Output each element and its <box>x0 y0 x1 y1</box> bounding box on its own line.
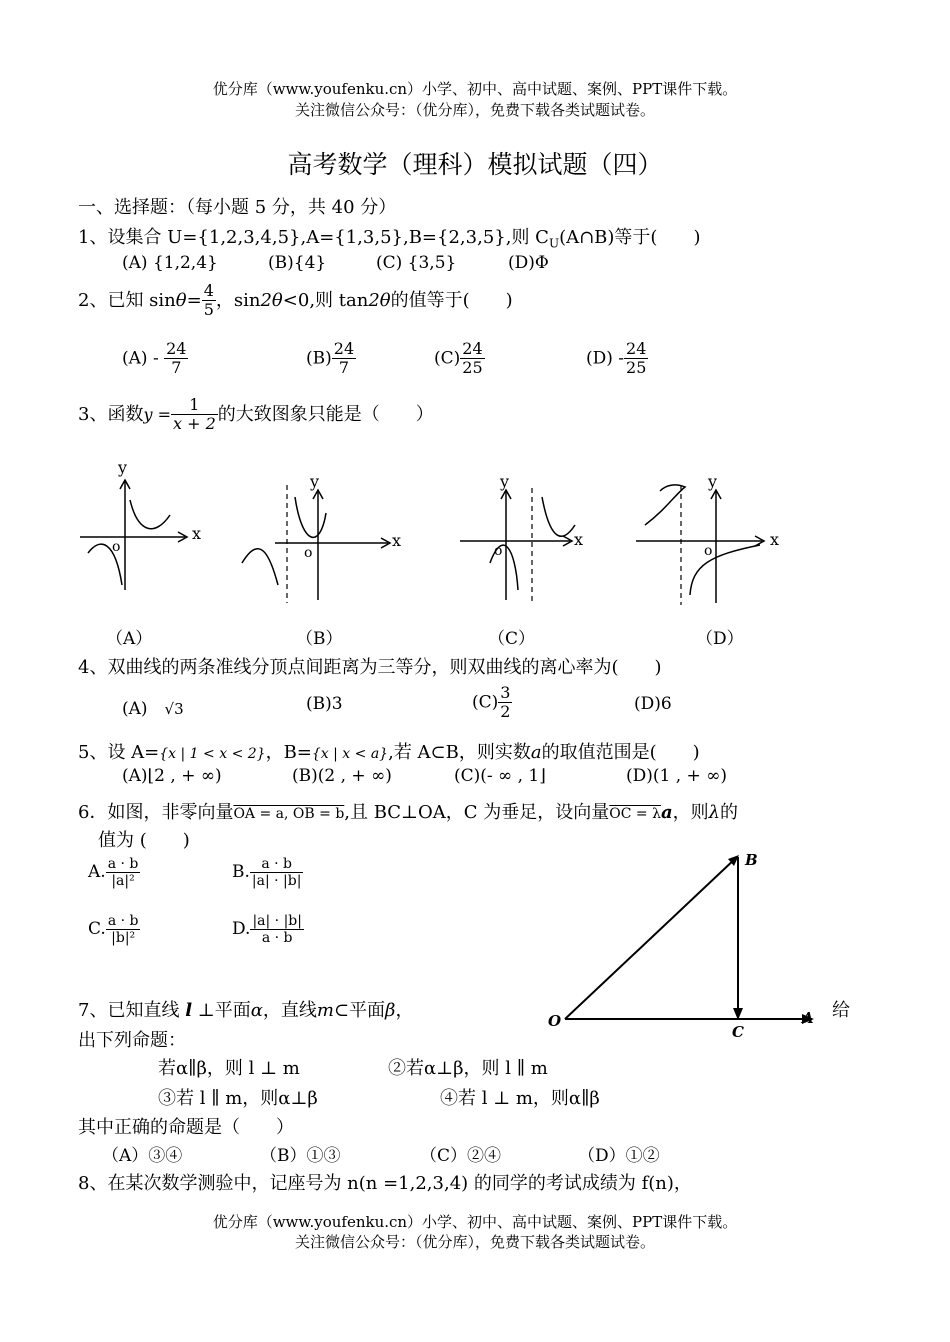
q3-label-a: （A） <box>106 629 153 649</box>
graph-d <box>636 472 779 605</box>
graph-d-y-label: y <box>708 472 718 491</box>
q7-proposition-4: ④若 l ⊥ m，则α∥β <box>440 1088 600 1109</box>
q7-option-b: （B）①③ <box>260 1146 341 1166</box>
q7-option-c: （C）②④ <box>420 1146 502 1166</box>
q7-option-a: （A）③④ <box>102 1146 183 1166</box>
graph-a <box>80 458 201 590</box>
graph-c-origin: o <box>494 543 503 559</box>
graph-a-origin: o <box>112 539 121 555</box>
graph-b-x-label: x <box>392 531 402 550</box>
q3-graphs <box>70 455 800 615</box>
q3-label-c: （C） <box>488 629 536 649</box>
graph-b-y-label: y <box>310 472 320 491</box>
q5-option-b: (B)(2 , + ∞) <box>292 766 392 786</box>
question-6: 6．如图，非零向量OA = a, OB = b,且 BC⊥OA，C 为垂足，设向量OC = λa，则λ的 <box>78 802 739 823</box>
q6-vector-figure <box>540 845 830 1045</box>
q7-option-d: （D）①② <box>578 1146 660 1166</box>
q4-option-b: (B)3 <box>306 694 343 714</box>
graph-c-x-label: x <box>574 530 584 549</box>
q1-option-b: (B){4} <box>268 253 327 273</box>
graph-a-y-label: y <box>118 458 128 477</box>
q6-option-a: A. $\frac{a \cdot b}{\text{|a|²}}$ <box>88 856 139 890</box>
graph-c <box>460 472 583 603</box>
q7-proposition-1: 若α∥β，则 l ⊥ m <box>158 1058 300 1079</box>
graph-c-y-label: y <box>500 472 510 491</box>
question-7-give: 给 <box>832 1000 850 1021</box>
question-6-line-2: 值为 ( ) <box>98 830 190 851</box>
graph-d-origin: o <box>704 543 713 559</box>
header-line-2: 关注微信公众号：（优分库），免费下载各类试题试卷。 <box>294 101 655 119</box>
point-b-label: B <box>745 851 758 869</box>
question-7-line-2: 出下列命题： <box>78 1030 186 1051</box>
graph-a-x-label: x <box>192 524 202 543</box>
footer-line-2: 关注微信公众号：（优分库），免费下载各类试题试卷。 <box>294 1233 655 1251</box>
footer-line-1: 优分库（www.youfenku.cn）小学、初中、高中试题、案例、PPT课件下载。 <box>212 1213 738 1231</box>
q7-proposition-2: ②若α⊥β，则 l ∥ m <box>388 1058 548 1079</box>
question-2: 2、已知 sinθ= $\frac{4}{5}$ ，sin2θ<0,则 tan2θ的值等于( ) <box>78 281 513 320</box>
q4-option-c: (C) $\frac{3}{2}$ <box>472 683 511 722</box>
q4-option-a: (A) √3 <box>122 699 184 719</box>
q3-label-b: （B） <box>296 629 343 649</box>
graph-d-x-label: x <box>770 530 780 549</box>
graph-b-origin: o <box>304 545 313 561</box>
q6-option-c: C. $\frac{a \cdot b}{\text{|b|²}}$ <box>88 913 139 947</box>
q3-label-d: （D） <box>696 629 744 649</box>
q1-option-d: (D)Φ <box>508 253 549 273</box>
point-o-label: O <box>548 1012 562 1030</box>
header-line-1: 优分库（www.youfenku.cn）小学、初中、高中试题、案例、PPT课件下载。 <box>212 80 738 98</box>
graph-b <box>242 472 401 603</box>
q1-option-a: (A) {1,2,4} <box>122 253 218 273</box>
q2-option-d: (D) - $\frac{24}{25}$ <box>586 339 647 378</box>
q5-option-a: (A)⌊2 , + ∞) <box>122 766 222 786</box>
q6-option-d: D. $\frac{|a| \cdot |b|}{a \cdot b}$ <box>232 913 302 947</box>
q5-option-d: (D)(1 , + ∞) <box>626 766 727 786</box>
q4-option-d: (D)6 <box>634 694 672 714</box>
q6-option-b: B. $\frac{a \cdot b}{|a| \cdot |b|}$ <box>232 856 302 890</box>
q7-ask: 其中正确的命题是（ ） <box>78 1117 294 1138</box>
question-5: 5、设 A={x | 1 < x < 2}，B={x | x < a},若 A⊂B，则实数a的取值范围是( ) <box>78 742 700 763</box>
q2-option-c: (C) $\frac{24}{25}$ <box>434 339 483 378</box>
question-7: 7、已知直线 l ⊥平面α，直线m⊂平面β， <box>78 1000 414 1021</box>
q7-proposition-3: ③若 l ∥ m，则α⊥β <box>158 1088 318 1109</box>
point-a-label: A <box>802 1009 814 1027</box>
q1-option-c: (C) {3,5} <box>376 253 457 273</box>
q2-option-a: (A) - $\frac{24}{7}$ <box>122 339 187 378</box>
question-1: 1、设集合 U={1,2,3,4,5},A={1,3,5},B={2,3,5},则 $C_U(A\cap B)$等于( ) <box>78 227 701 251</box>
question-3: 3、函数y = $\frac{1}{x + 2}$ 的大致图象只能是（ ） <box>78 395 434 434</box>
question-8: 8、在某次数学测验中，记座号为 n(n =1,2,3,4) 的同学的考试成绩为 f(n)， <box>78 1173 692 1194</box>
q5-option-c: (C)(- ∞ , 1⌋ <box>454 766 546 786</box>
section-heading: 一、选择题：（每小题 5 分，共 40 分） <box>78 197 397 218</box>
page-title: 高考数学（理科）模拟试题（四） <box>287 150 663 179</box>
q2-option-b: (B) $\frac{24}{7}$ <box>306 339 355 378</box>
point-c-label: C <box>732 1023 744 1041</box>
question-4: 4、双曲线的两条准线分顶点间距离为三等分，则双曲线的离心率为( ) <box>78 657 662 678</box>
